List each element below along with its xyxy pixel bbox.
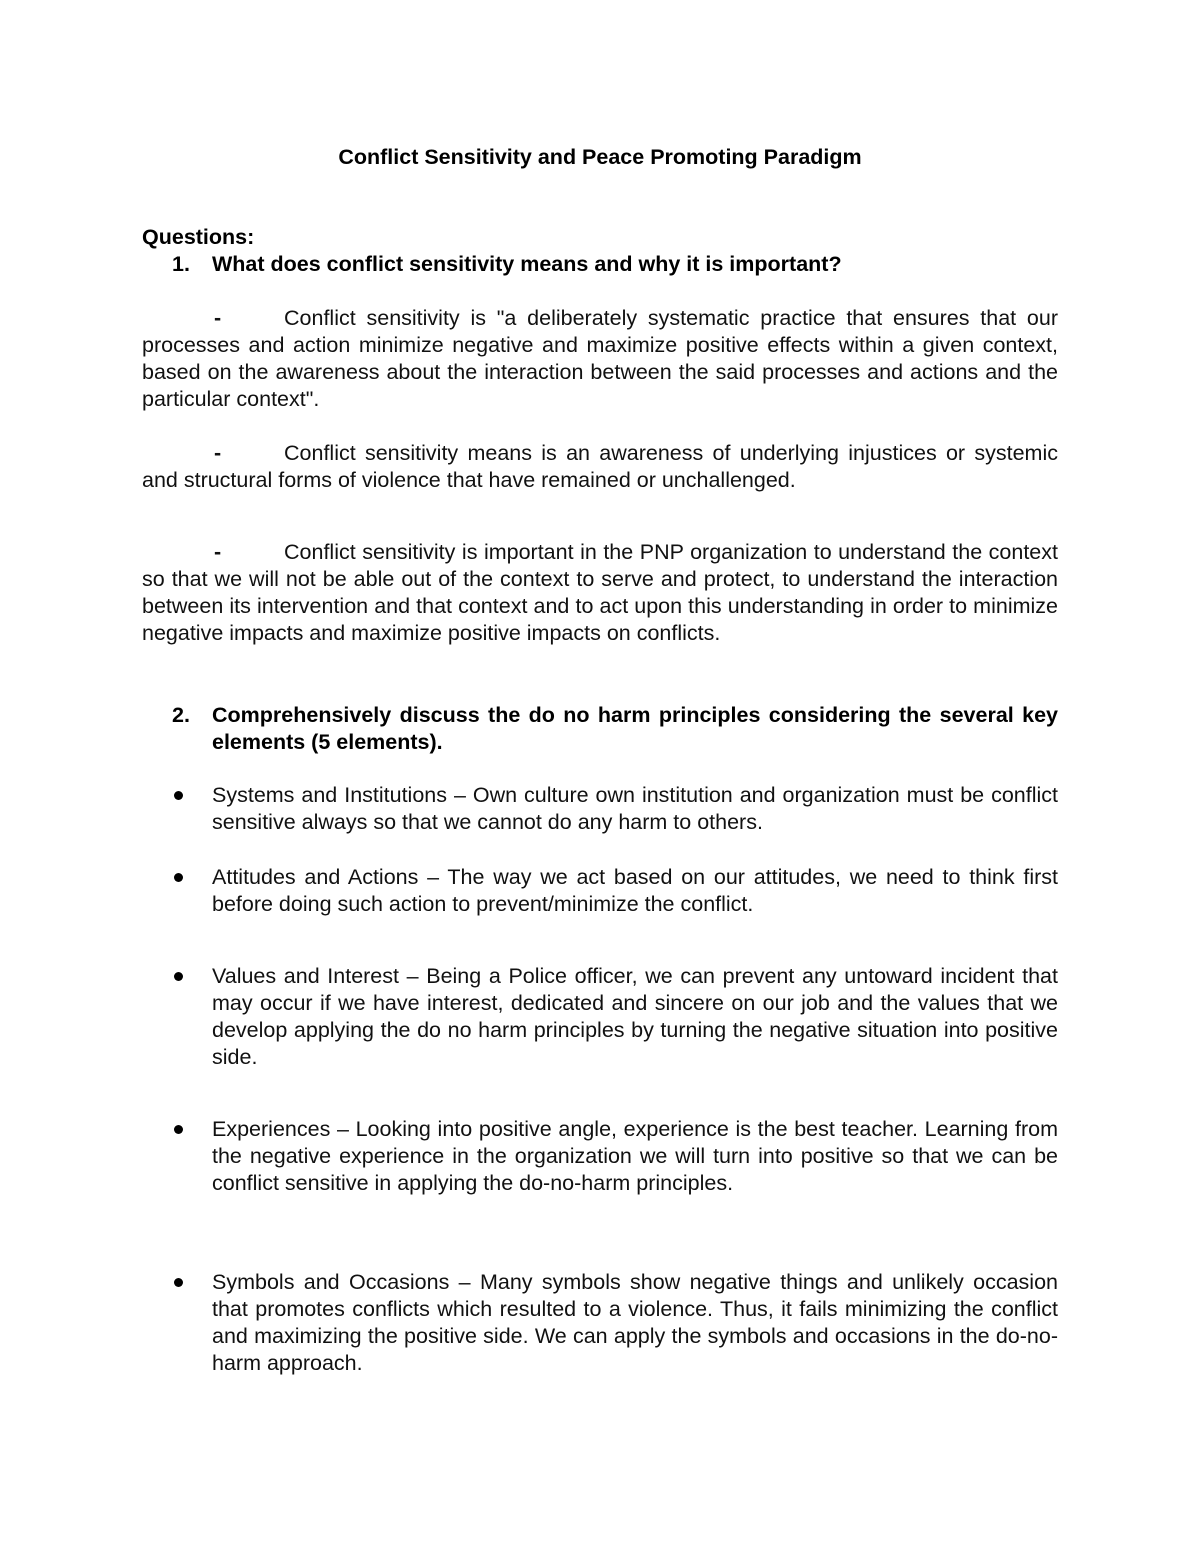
question-2 [172,702,1058,756]
dash-marker: - [214,306,222,330]
question-2-text: Comprehensively discuss the do no harm principles considering the several key elements (5 elements). [212,703,1058,754]
list-item [172,864,1058,918]
question-1 [172,251,1058,278]
list-item-text: Symbols and Occasions – Many symbols show negative things and unlikely occasion that promotes conflicts which resulted to a violence. Thus, it fails minimizing the conflict and maximizing the positive side. We can apply the symbols and occasions in the do-no-harm approach. [212,1270,1058,1375]
bullet-icon [174,1125,183,1134]
bullet-icon [174,873,183,882]
bullet-icon [174,972,183,981]
question-1-text: What does conflict sensitivity means and why it is important? [212,252,842,276]
document-title: Conflict Sensitivity and Peace Promoting Paradigm [338,145,862,169]
questions-label: Questions: [142,225,255,249]
answer-1-paragraph-2 [142,440,1058,494]
bullet-icon [174,1278,183,1287]
answer-1-paragraph-1-text: Conflict sensitivity is "a deliberately systematic practice that ensures that our processes and action minimize negative and maximize positive effects within a given context, based on the awareness about the interaction between the said processes and actions and the particular context". [142,306,1058,411]
list-item [172,1116,1058,1197]
question-1-number: 1. [172,252,190,276]
answer-1-paragraph-3-text: Conflict sensitivity is important in the PNP organization to understand the context so that we will not be able out of the context to serve and protect, to understand the interaction between its intervention and that context and to act upon this understanding in order to minimize negative impacts and maximize positive impacts on conflicts. [142,540,1058,645]
list-item-text: Attitudes and Actions – The way we act based on our attitudes, we need to think first before doing such action to prevent/minimize the conflict. [212,865,1058,916]
answer-1-paragraph-1 [142,305,1058,413]
dash-marker: - [214,540,222,564]
answer-1-paragraph-2-text: Conflict sensitivity means is an awareness of underlying injustices or systemic and structural forms of violence that have remained or unchallenged. [142,441,1058,492]
list-item [172,782,1058,836]
list-item-text: Systems and Institutions – Own culture own institution and organization must be conflict sensitive always so that we cannot do any harm to others. [212,783,1058,834]
list-item [172,1269,1058,1377]
answer-1-paragraph-3 [142,539,1058,647]
list-item [172,963,1058,1071]
list-item-text: Experiences – Looking into positive angle, experience is the best teacher. Learning from the negative experience in the organization we will turn into positive so that we can be conflict sensitive in applying the do-no-harm principles. [212,1117,1058,1195]
dash-marker: - [214,441,222,465]
question-2-number: 2. [172,703,190,727]
list-item-text: Values and Interest – Being a Police officer, we can prevent any untoward incident that may occur if we have interest, dedicated and sincere on our job and the values that we develop applying the do no harm principles by turning the negative situation into positive side. [212,964,1058,1069]
bullet-icon [174,791,183,800]
